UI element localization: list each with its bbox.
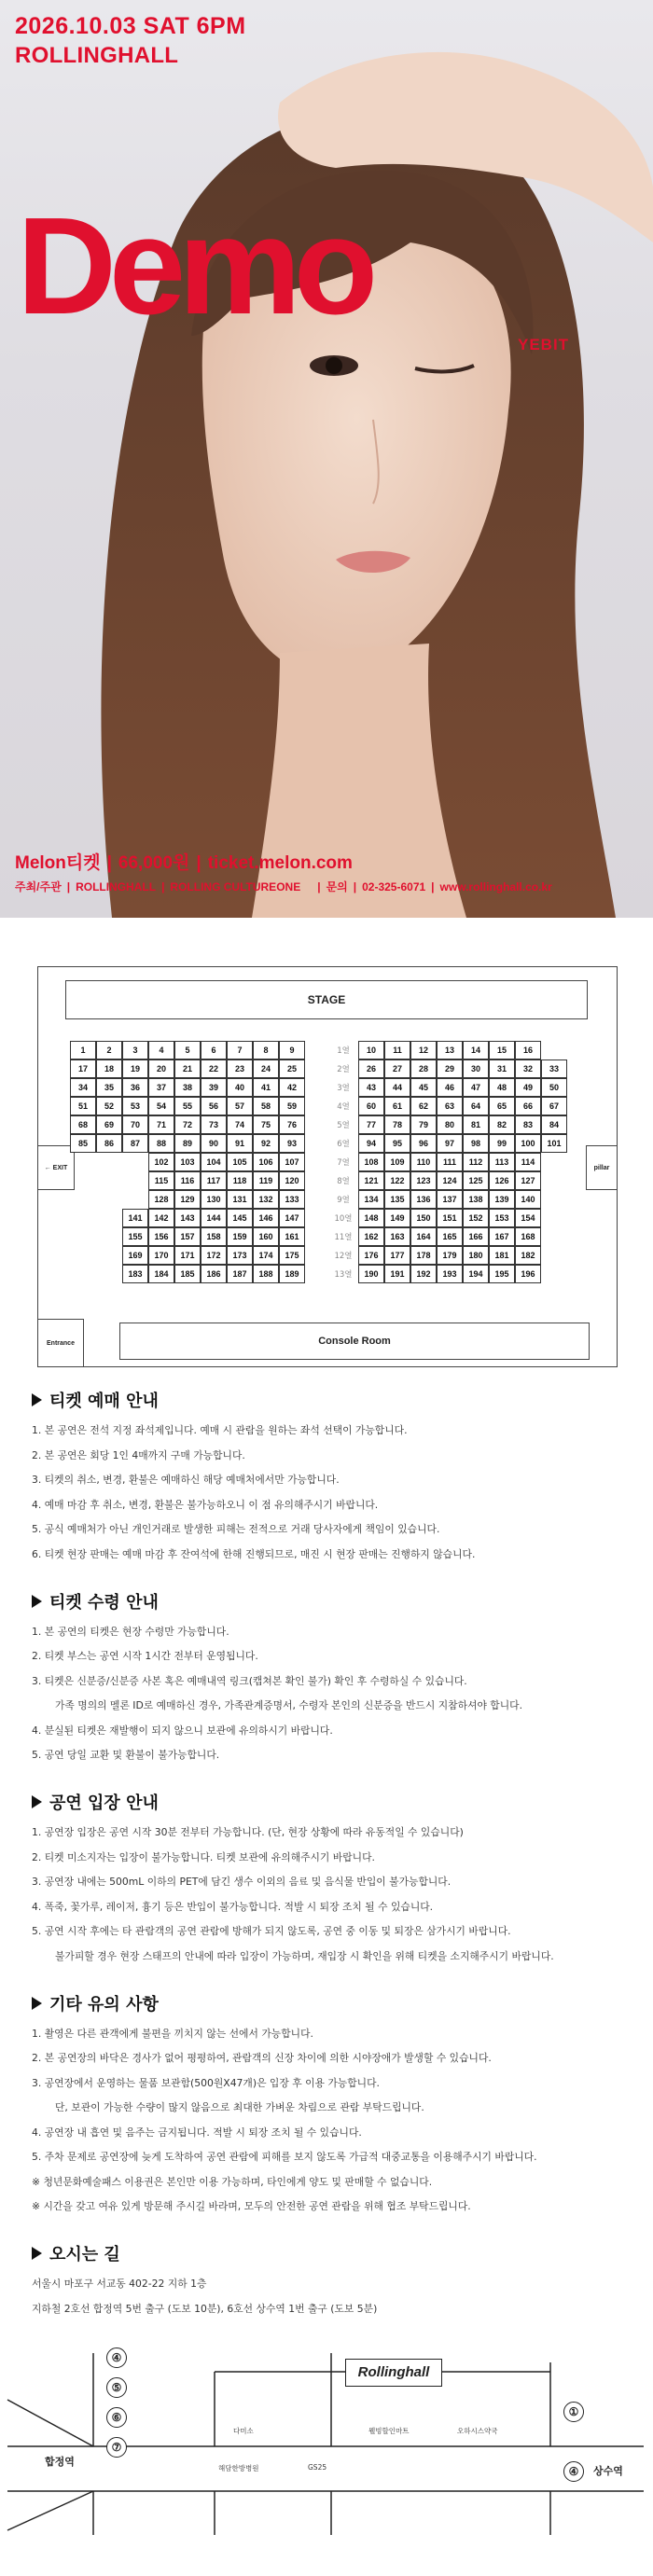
seat[interactable]: 52: [96, 1097, 122, 1115]
seat[interactable]: 162: [358, 1227, 384, 1246]
row-label: 5열: [337, 1121, 350, 1130]
pillar: pillar: [586, 1145, 618, 1190]
seat[interactable]: 189: [279, 1265, 305, 1283]
seat[interactable]: 110: [410, 1153, 437, 1171]
landmark: 오하시스약국: [457, 2426, 498, 2435]
notice-line: 1. 공연장 입장은 공연 시작 30분 전부터 가능합니다. (단, 현장 상황에 따라 유동적일 수 있습니다): [32, 1826, 464, 1838]
seat[interactable]: 108: [358, 1153, 384, 1171]
organizer-info-line: 주최/주관 | ROLLINGHALL | ROLLING CULTUREONE | 문의 | 02-325-6071 | www.rollinghall.co.kr: [15, 880, 552, 893]
event-datetime: 2026.10.03 SAT 6PM: [15, 13, 246, 39]
seat[interactable]: 72: [174, 1115, 201, 1134]
seat[interactable]: 101: [541, 1134, 567, 1153]
seat[interactable]: 23: [227, 1059, 253, 1078]
seat[interactable]: 150: [410, 1209, 437, 1227]
notice-line: 단, 보관이 가능한 수량이 많지 않음으로 최대한 가벼운 차림으로 관람 부탁드립니다.: [55, 2101, 424, 2113]
seat[interactable]: 194: [463, 1265, 489, 1283]
seat[interactable]: 18: [96, 1059, 122, 1078]
portrait-illustration: [0, 0, 653, 918]
seat[interactable]: 104: [201, 1153, 227, 1171]
seat[interactable]: 159: [227, 1227, 253, 1246]
seat[interactable]: 113: [489, 1153, 515, 1171]
seat[interactable]: 174: [253, 1246, 279, 1265]
seat[interactable]: 124: [437, 1171, 463, 1190]
row-label: 12열: [334, 1252, 353, 1261]
row-label: 6열: [337, 1140, 350, 1149]
seat[interactable]: 19: [122, 1059, 148, 1078]
seat[interactable]: 91: [227, 1134, 253, 1153]
landmark: GS25: [308, 2462, 327, 2472]
notice-line: 2. 티켓 미소지자는 입장이 불가능합니다. 티켓 보관에 유의해주시기 바랍니다.: [32, 1850, 375, 1863]
seat[interactable]: 155: [122, 1227, 148, 1246]
seat[interactable]: 41: [253, 1078, 279, 1097]
seat[interactable]: 193: [437, 1265, 463, 1283]
seat[interactable]: 63: [437, 1097, 463, 1115]
seat[interactable]: 60: [358, 1097, 384, 1115]
seat[interactable]: 181: [489, 1246, 515, 1265]
seat[interactable]: 89: [174, 1134, 201, 1153]
seat[interactable]: 80: [437, 1115, 463, 1134]
seat[interactable]: 5: [174, 1041, 201, 1059]
seat[interactable]: 66: [515, 1097, 541, 1115]
seat[interactable]: 22: [201, 1059, 227, 1078]
section-title: [32, 2241, 621, 2265]
seat[interactable]: 179: [437, 1246, 463, 1265]
notice-line: 5. 주차 문제로 공연장에 늦게 도착하여 공연 관람에 피해를 보지 않도록 가급적 대중교통을 이용해주시기 바랍니다.: [32, 2151, 537, 2163]
seat[interactable]: 177: [384, 1246, 410, 1265]
seat[interactable]: 16: [515, 1041, 541, 1059]
seat[interactable]: 173: [227, 1246, 253, 1265]
seat[interactable]: 26: [358, 1059, 384, 1078]
seat[interactable]: 171: [174, 1246, 201, 1265]
seat[interactable]: 117: [201, 1171, 227, 1190]
seat[interactable]: 50: [541, 1078, 567, 1097]
section-title: [32, 1589, 621, 1613]
notice-line: 1. 본 공연의 티켓은 현장 수령만 가능합니다.: [32, 1625, 229, 1638]
seat[interactable]: 46: [437, 1078, 463, 1097]
seat[interactable]: 125: [463, 1171, 489, 1190]
notice-line: ※ 청년문화예술패스 이용권은 본인만 이용 가능하며, 타인에게 양도 및 판매할 수 없습니다.: [32, 2175, 433, 2188]
seat[interactable]: 102: [148, 1153, 174, 1171]
seat[interactable]: 12: [410, 1041, 437, 1059]
seat[interactable]: 31: [489, 1059, 515, 1078]
host-org: ROLLINGHALL: [76, 880, 157, 893]
ticket-info-line: Melon티켓 | 66,000원 | ticket.melon.com: [15, 853, 353, 873]
seat[interactable]: 57: [227, 1097, 253, 1115]
seat[interactable]: 79: [410, 1115, 437, 1134]
map-roads: [0, 2344, 653, 2540]
seat[interactable]: 146: [253, 1209, 279, 1227]
ticket-price: 66,000원: [118, 853, 190, 873]
station-sangsu: 상수역: [593, 2464, 623, 2477]
directions-map: [0, 2344, 653, 2540]
seat[interactable]: 119: [253, 1171, 279, 1190]
seat[interactable]: 176: [358, 1246, 384, 1265]
row-label: 7열: [337, 1158, 350, 1168]
seat[interactable]: 103: [174, 1153, 201, 1171]
row-label: 10열: [334, 1214, 353, 1224]
seat[interactable]: 157: [174, 1227, 201, 1246]
seat[interactable]: 127: [515, 1171, 541, 1190]
seat[interactable]: 53: [122, 1097, 148, 1115]
row-label: 8열: [337, 1177, 350, 1186]
notice-section: [0, 1388, 653, 1561]
row-label: 3열: [337, 1084, 350, 1093]
seat[interactable]: 196: [515, 1265, 541, 1283]
artist-title: Demo: [17, 189, 371, 343]
seat[interactable]: 153: [489, 1209, 515, 1227]
seat[interactable]: 188: [253, 1265, 279, 1283]
exit-number-badge: ⑤: [106, 2377, 127, 2398]
seat[interactable]: 152: [463, 1209, 489, 1227]
exit-number-badge: ⑦: [106, 2437, 127, 2458]
station-hapjeong: 합정역: [45, 2455, 75, 2468]
seat[interactable]: 71: [148, 1115, 174, 1134]
seat[interactable]: 137: [437, 1190, 463, 1209]
rollinghall-marker: Rollinghall: [345, 2359, 442, 2387]
seat[interactable]: 175: [279, 1246, 305, 1265]
seat[interactable]: 145: [227, 1209, 253, 1227]
seat[interactable]: 186: [201, 1265, 227, 1283]
seat[interactable]: 131: [227, 1190, 253, 1209]
seat[interactable]: 73: [201, 1115, 227, 1134]
section-title: [32, 1790, 621, 1814]
seat[interactable]: 62: [410, 1097, 437, 1115]
seat[interactable]: 51: [70, 1097, 96, 1115]
seat[interactable]: 24: [253, 1059, 279, 1078]
seat[interactable]: 93: [279, 1134, 305, 1153]
seat[interactable]: 47: [463, 1078, 489, 1097]
seat[interactable]: 14: [463, 1041, 489, 1059]
host-label: 주최/주관: [15, 880, 62, 893]
seat[interactable]: 29: [437, 1059, 463, 1078]
seat[interactable]: 65: [489, 1097, 515, 1115]
seat[interactable]: 122: [384, 1171, 410, 1190]
seat[interactable]: 166: [463, 1227, 489, 1246]
seat[interactable]: 147: [279, 1209, 305, 1227]
seat[interactable]: 126: [489, 1171, 515, 1190]
seat[interactable]: 129: [174, 1190, 201, 1209]
ticket-url[interactable]: ticket.melon.com: [207, 853, 353, 873]
seat[interactable]: 141: [122, 1209, 148, 1227]
seat[interactable]: 180: [463, 1246, 489, 1265]
seat[interactable]: 163: [384, 1227, 410, 1246]
notice-line: 1. 본 공연은 전석 지정 좌석제입니다. 예매 시 관람을 원하는 좌석 선택이 가능합니다.: [32, 1424, 408, 1436]
seat[interactable]: 40: [227, 1078, 253, 1097]
entrance: Entrance: [37, 1319, 84, 1367]
notice-section: [0, 1589, 653, 1763]
seat-map: [0, 957, 653, 1377]
seat[interactable]: 160: [253, 1227, 279, 1246]
notice-line: 지하철 2호선 합정역 5번 출구 (도보 10분), 6호선 상수역 1번 출구 (도보 5분): [32, 2302, 378, 2315]
seat[interactable]: 42: [279, 1078, 305, 1097]
notice-line: 5. 공연 시작 후에는 타 관람객의 공연 관람에 방해가 되지 않도록, 공연 중 이동 및 퇴장은 삼가시기 바랍니다.: [32, 1925, 511, 1937]
notice-line: 불가피할 경우 현장 스태프의 안내에 따라 입장이 가능하며, 재입장 시 확인을 위해 티켓을 소지해주시기 바랍니다.: [55, 1949, 554, 1962]
seat[interactable]: 56: [201, 1097, 227, 1115]
seat[interactable]: 37: [148, 1078, 174, 1097]
notice-line: 3. 티켓의 취소, 변경, 환불은 예매하신 해당 예매처에서만 가능합니다.: [32, 1474, 340, 1486]
seat[interactable]: 191: [384, 1265, 410, 1283]
seat[interactable]: 48: [489, 1078, 515, 1097]
seat[interactable]: 133: [279, 1190, 305, 1209]
triangle-bullet-icon: [32, 1795, 42, 1808]
seat[interactable]: 69: [96, 1115, 122, 1134]
seat[interactable]: 98: [463, 1134, 489, 1153]
artist-subtitle: YEBIT: [518, 336, 570, 353]
seat[interactable]: 6: [201, 1041, 227, 1059]
seat[interactable]: 164: [410, 1227, 437, 1246]
seat[interactable]: 88: [148, 1134, 174, 1153]
exit-number-badge: ⑥: [106, 2407, 127, 2428]
seat[interactable]: 184: [148, 1265, 174, 1283]
seat[interactable]: 20: [148, 1059, 174, 1078]
notice-sections: [0, 1388, 653, 2316]
seat[interactable]: 76: [279, 1115, 305, 1134]
seat[interactable]: 21: [174, 1059, 201, 1078]
seat[interactable]: 169: [122, 1246, 148, 1265]
notice-line: 가족 명의의 멜론 ID로 예매하신 경우, 가족관계증명서, 수령자 본인의 신분증을 반드시 지참하셔야 합니다.: [55, 1699, 523, 1711]
seat[interactable]: 44: [384, 1078, 410, 1097]
seat[interactable]: 15: [489, 1041, 515, 1059]
seat[interactable]: 35: [96, 1078, 122, 1097]
seat[interactable]: 4: [148, 1041, 174, 1059]
seat[interactable]: 2: [96, 1041, 122, 1059]
seat[interactable]: 58: [253, 1097, 279, 1115]
notice-line: 4. 분실된 티켓은 재발행이 되지 않으니 보관에 유의하시기 바랍니다.: [32, 1724, 333, 1737]
seat[interactable]: 183: [122, 1265, 148, 1283]
exit-number-badge: ①: [563, 2402, 584, 2422]
notice-line: 서울시 마포구 서교동 402-22 지하 1층: [32, 2278, 207, 2290]
seat[interactable]: 83: [515, 1115, 541, 1134]
seat[interactable]: 154: [515, 1209, 541, 1227]
notice-line: 4. 예매 마감 후 취소, 변경, 환불은 불가능하오니 이 점 유의해주시기 바랍니다.: [32, 1498, 379, 1511]
notice-section: [0, 1991, 653, 2214]
venue-name: ROLLINGHALL: [15, 43, 179, 68]
stage: STAGE: [65, 980, 588, 1019]
seat[interactable]: 85: [70, 1134, 96, 1153]
notice-line: 3. 공연장 내에는 500mL 이하의 PET에 담긴 생수 이외의 음료 및 음식물 반입이 불가능합니다.: [32, 1876, 452, 1888]
seat[interactable]: 167: [489, 1227, 515, 1246]
seat[interactable]: 144: [201, 1209, 227, 1227]
section-title-text: 공연 입장 안내: [49, 1794, 159, 1813]
seat[interactable]: 148: [358, 1209, 384, 1227]
seat[interactable]: 64: [463, 1097, 489, 1115]
notice-line: 3. 공연장에서 운영하는 물품 보관함(500원X47개)은 입장 후 이용 가능합니다.: [32, 2076, 380, 2089]
seat[interactable]: 139: [489, 1190, 515, 1209]
seat[interactable]: 121: [358, 1171, 384, 1190]
row-label: 4열: [337, 1102, 350, 1112]
seat[interactable]: 17: [70, 1059, 96, 1078]
landmark: 다미소: [233, 2426, 254, 2435]
seat[interactable]: 140: [515, 1190, 541, 1209]
triangle-bullet-icon: [32, 1393, 42, 1406]
seat[interactable]: 134: [358, 1190, 384, 1209]
notice-line: 1. 촬영은 다른 관객에게 불편을 끼치지 않는 선에서 가능합니다.: [32, 2027, 313, 2040]
section-title-text: 오시는 길: [49, 2245, 120, 2264]
seat[interactable]: 187: [227, 1265, 253, 1283]
seat[interactable]: 82: [489, 1115, 515, 1134]
seat[interactable]: 106: [253, 1153, 279, 1171]
seat[interactable]: 185: [174, 1265, 201, 1283]
notice-line: 6. 티켓 현장 판매는 예매 마감 후 잔여석에 한해 진행되므로, 매진 시 현장 판매는 진행하지 않습니다.: [32, 1547, 476, 1560]
seat[interactable]: 7: [227, 1041, 253, 1059]
seat[interactable]: 55: [174, 1097, 201, 1115]
exit-number-badge: ④: [563, 2461, 584, 2482]
seat[interactable]: 49: [515, 1078, 541, 1097]
seat[interactable]: 107: [279, 1153, 305, 1171]
seat[interactable]: 115: [148, 1171, 174, 1190]
exit-number-badge: ④: [106, 2347, 127, 2368]
seat[interactable]: 100: [515, 1134, 541, 1153]
culture-org: ROLLING CULTUREONE: [170, 880, 301, 893]
seat[interactable]: 94: [358, 1134, 384, 1153]
seat[interactable]: 8: [253, 1041, 279, 1059]
section-title-text: 티켓 예매 안내: [49, 1392, 159, 1411]
seat[interactable]: 81: [463, 1115, 489, 1134]
seat[interactable]: 11: [384, 1041, 410, 1059]
notice-line: 3. 티켓은 신분증/신분증 사본 혹은 예매내역 링크(캡쳐본 확인 불가) 확인 후 수령하실 수 있습니다.: [32, 1674, 467, 1687]
row-label: 11열: [334, 1233, 353, 1242]
seat[interactable]: 54: [148, 1097, 174, 1115]
seat[interactable]: 86: [96, 1134, 122, 1153]
seat[interactable]: 111: [437, 1153, 463, 1171]
seat[interactable]: 161: [279, 1227, 305, 1246]
seat[interactable]: 105: [227, 1153, 253, 1171]
seat[interactable]: 3: [122, 1041, 148, 1059]
row-label: 2열: [337, 1065, 350, 1074]
contact-phone: 02-325-6071: [362, 880, 426, 893]
seat[interactable]: 90: [201, 1134, 227, 1153]
seat[interactable]: 96: [410, 1134, 437, 1153]
notice-line: 2. 티켓 부스는 공연 시작 1시간 전부터 운영됩니다.: [32, 1650, 258, 1662]
seat[interactable]: 75: [253, 1115, 279, 1134]
seat[interactable]: 70: [122, 1115, 148, 1134]
seat[interactable]: 190: [358, 1265, 384, 1283]
seat[interactable]: 27: [384, 1059, 410, 1078]
seat[interactable]: 149: [384, 1209, 410, 1227]
seat[interactable]: 132: [253, 1190, 279, 1209]
row-label: 13열: [334, 1270, 353, 1280]
seat[interactable]: 130: [201, 1190, 227, 1209]
seat[interactable]: 78: [384, 1115, 410, 1134]
seat[interactable]: 138: [463, 1190, 489, 1209]
seat[interactable]: 38: [174, 1078, 201, 1097]
seat[interactable]: 92: [253, 1134, 279, 1153]
seat[interactable]: 43: [358, 1078, 384, 1097]
section-title: [32, 1991, 621, 2015]
notice-line: 5. 공연 당일 교환 및 환불이 불가능합니다.: [32, 1749, 220, 1761]
notice-line: 4. 공연장 내 흡연 및 음주는 금지됩니다. 적발 시 퇴장 조치 될 수 있습니다.: [32, 2126, 362, 2139]
triangle-bullet-icon: [32, 1997, 42, 2010]
console-room: Console Room: [119, 1323, 590, 1360]
seat[interactable]: 195: [489, 1265, 515, 1283]
seat[interactable]: 45: [410, 1078, 437, 1097]
seat[interactable]: 114: [515, 1153, 541, 1171]
website-link[interactable]: www.rollinghall.co.kr: [439, 880, 552, 893]
seat[interactable]: 39: [201, 1078, 227, 1097]
seat[interactable]: 61: [384, 1097, 410, 1115]
triangle-bullet-icon: [32, 1595, 42, 1608]
seat[interactable]: 95: [384, 1134, 410, 1153]
seat[interactable]: 135: [384, 1190, 410, 1209]
section-title: [32, 1388, 621, 1412]
contact-label: 문의: [326, 880, 348, 893]
seat[interactable]: 116: [174, 1171, 201, 1190]
seat[interactable]: 109: [384, 1153, 410, 1171]
notice-line: 2. 본 공연장의 바닥은 경사가 없어 평평하여, 관람객의 신장 차이에 의한 시야장애가 발생할 수 있습니다.: [32, 2052, 492, 2064]
triangle-bullet-icon: [32, 2247, 42, 2260]
seat[interactable]: 172: [201, 1246, 227, 1265]
seat[interactable]: 192: [410, 1265, 437, 1283]
seat[interactable]: 156: [148, 1227, 174, 1246]
seat[interactable]: 165: [437, 1227, 463, 1246]
row-label: 1열: [337, 1046, 350, 1056]
seat[interactable]: 25: [279, 1059, 305, 1078]
seat[interactable]: 112: [463, 1153, 489, 1171]
seat[interactable]: 118: [227, 1171, 253, 1190]
seat[interactable]: 178: [410, 1246, 437, 1265]
concert-poster: [0, 0, 653, 918]
seat[interactable]: 128: [148, 1190, 174, 1209]
ticket-site: Melon티켓: [15, 853, 101, 873]
seat[interactable]: 10: [358, 1041, 384, 1059]
section-title-text: 기타 유의 사항: [49, 1994, 159, 2015]
seat[interactable]: 67: [541, 1097, 567, 1115]
seat[interactable]: 30: [463, 1059, 489, 1078]
notice-line: 4. 폭죽, 꽃가루, 레이저, 흉기 등은 반입이 불가능합니다. 적발 시 퇴장 조치 될 수 있습니다.: [32, 1900, 434, 1913]
seat[interactable]: 99: [489, 1134, 515, 1153]
seat[interactable]: 87: [122, 1134, 148, 1153]
seat[interactable]: 74: [227, 1115, 253, 1134]
seat[interactable]: 59: [279, 1097, 305, 1115]
seat[interactable]: 182: [515, 1246, 541, 1265]
notice-line: 2. 본 공연은 회당 1인 4매까지 구매 가능합니다.: [32, 1448, 245, 1461]
seat[interactable]: 170: [148, 1246, 174, 1265]
seat[interactable]: 136: [410, 1190, 437, 1209]
exit-sign: ← EXIT: [37, 1145, 75, 1190]
seat[interactable]: 151: [437, 1209, 463, 1227]
landmark: 해담한방병원: [218, 2463, 259, 2472]
seat[interactable]: 77: [358, 1115, 384, 1134]
seat[interactable]: 143: [174, 1209, 201, 1227]
seat[interactable]: 168: [515, 1227, 541, 1246]
seat[interactable]: 97: [437, 1134, 463, 1153]
seat[interactable]: 34: [70, 1078, 96, 1097]
seat[interactable]: 32: [515, 1059, 541, 1078]
seat[interactable]: 9: [279, 1041, 305, 1059]
seat[interactable]: 1: [70, 1041, 96, 1059]
section-title-text: 티켓 수령 안내: [49, 1592, 159, 1613]
seat[interactable]: 142: [148, 1209, 174, 1227]
seat[interactable]: 33: [541, 1059, 567, 1078]
seat[interactable]: 120: [279, 1171, 305, 1190]
landmark: 웰빙할인마트: [368, 2426, 410, 2435]
seat[interactable]: 158: [201, 1227, 227, 1246]
notice-line: ※ 시간을 갖고 여유 있게 방문해 주시길 바라며, 모두의 안전한 공연 관람을 위해 협조 부탁드립니다.: [32, 2200, 471, 2212]
seat[interactable]: 28: [410, 1059, 437, 1078]
notice-section: [0, 2241, 653, 2316]
seat[interactable]: 123: [410, 1171, 437, 1190]
seat[interactable]: 36: [122, 1078, 148, 1097]
seat[interactable]: 84: [541, 1115, 567, 1134]
seat[interactable]: 13: [437, 1041, 463, 1059]
row-label: 9열: [337, 1196, 350, 1205]
notice-section: [0, 1790, 653, 1963]
notice-line: 5. 공식 예매처가 아닌 개인거래로 발생한 피해는 전적으로 거래 당사자에게 책임이 있습니다.: [32, 1523, 440, 1535]
seat[interactable]: 68: [70, 1115, 96, 1134]
